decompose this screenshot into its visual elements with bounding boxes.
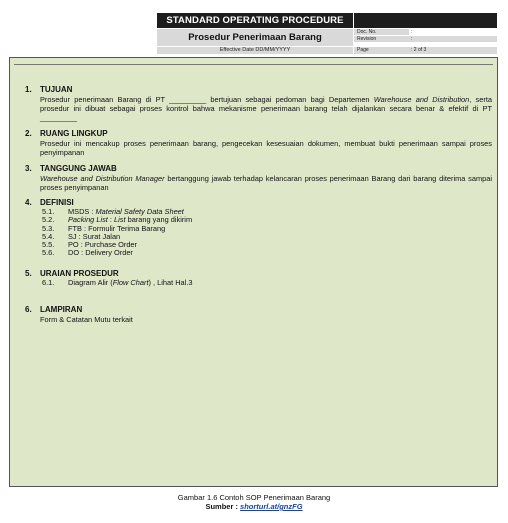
revision-label: Revision bbox=[357, 36, 377, 42]
section-title: RUANG LINGKUP bbox=[40, 129, 108, 138]
section-title: TANGGUNG JAWAB bbox=[40, 164, 117, 173]
figure-caption bbox=[0, 493, 508, 511]
source-label: Sumber : bbox=[205, 502, 241, 511]
header-dark-band bbox=[354, 13, 497, 28]
item-text: Packing List : List barang yang dikirim bbox=[68, 215, 193, 225]
doc-no-value: : bbox=[411, 29, 413, 35]
section-lampiran bbox=[25, 305, 492, 324]
section-number: 3. bbox=[25, 164, 32, 173]
doc-no-label: Doc. No. bbox=[357, 29, 377, 35]
section-text: Prosedur penerimaan Barang di PT _________ bertujuan sebagai pedoman bagi Departemen Warehouse and Distribution, serta prosedur ini dibuat sebagai proses kontrol bahwa mekanisme penerimaan barang telah dijalankan secara benar & efektif di PT _________ bbox=[40, 95, 492, 122]
list-item bbox=[40, 279, 492, 287]
source-link[interactable]: shorturl.at/gnzFG bbox=[240, 502, 303, 511]
section-definisi bbox=[25, 198, 492, 258]
section-number: 4. bbox=[25, 198, 32, 207]
section-uraian-prosedur bbox=[25, 269, 492, 287]
section-title: URAIAN PROSEDUR bbox=[40, 269, 119, 278]
section-number: 2. bbox=[25, 129, 32, 138]
section-number: 6. bbox=[25, 305, 32, 314]
divider bbox=[14, 64, 493, 65]
sop-subtitle: Prosedur Penerimaan Barang bbox=[157, 29, 353, 46]
item-number: 5.4. bbox=[42, 231, 55, 241]
item-number: 5.2. bbox=[42, 215, 55, 225]
effective-date: Effective Date DD/MM/YYYY bbox=[157, 47, 353, 54]
caption-title: Gambar 1.6 Contoh SOP Penerimaan Barang bbox=[177, 493, 331, 502]
item-text: FTB : Formulir Terima Barang bbox=[68, 223, 166, 233]
definition-list bbox=[40, 208, 492, 258]
item-text: DO : Delivery Order bbox=[68, 248, 133, 258]
revision-row bbox=[354, 36, 497, 42]
page-value: : 2 of 3 bbox=[411, 47, 427, 53]
item-number: 5.6. bbox=[42, 248, 55, 258]
section-ruang-lingkup bbox=[25, 129, 492, 157]
item-number: 5.1. bbox=[42, 207, 55, 216]
sop-header bbox=[157, 13, 497, 54]
section-text: Prosedur ini mencakup proses penerimaan barang, pengecekan kesesuaian dokumen, membuat bukti penerimaan sampai proses penyimpanan bbox=[40, 139, 492, 157]
section-number: 5. bbox=[25, 269, 32, 278]
doc-no-row bbox=[354, 29, 497, 35]
item-text: SJ : Surat Jalan bbox=[68, 231, 121, 241]
page-row bbox=[354, 47, 497, 54]
item-number: 6.1. bbox=[42, 278, 55, 287]
item-text: Diagram Alir (Flow Chart) , Lihat Hal.3 bbox=[68, 278, 193, 287]
section-title: TUJUAN bbox=[40, 85, 73, 94]
section-title: LAMPIRAN bbox=[40, 305, 83, 314]
revision-value: : bbox=[411, 36, 413, 42]
section-text: Warehouse and Distribution Manager bertanggung jawab terhadap kelancaran proses penerimaan Barang dari barang diterima sampai proses penyimpanan bbox=[40, 174, 493, 192]
section-tujuan bbox=[25, 85, 492, 122]
item-text: MSDS : Material Safety Data Sheet bbox=[68, 207, 184, 216]
item-text: PO : Purchase Order bbox=[68, 240, 138, 250]
document-body bbox=[9, 57, 498, 487]
section-number: 1. bbox=[25, 85, 32, 94]
item-number: 5.3. bbox=[42, 223, 55, 233]
page-label: Page bbox=[357, 47, 369, 53]
sop-title: STANDARD OPERATING PROCEDURE bbox=[157, 13, 353, 28]
section-title: DEFINISI bbox=[40, 198, 74, 207]
item-number: 5.5. bbox=[42, 240, 55, 250]
procedure-list bbox=[40, 279, 492, 287]
list-item bbox=[40, 249, 492, 257]
section-tanggung-jawab bbox=[25, 164, 493, 192]
section-text: Form & Catatan Mutu terkait bbox=[40, 315, 133, 324]
caption-source bbox=[0, 502, 508, 511]
